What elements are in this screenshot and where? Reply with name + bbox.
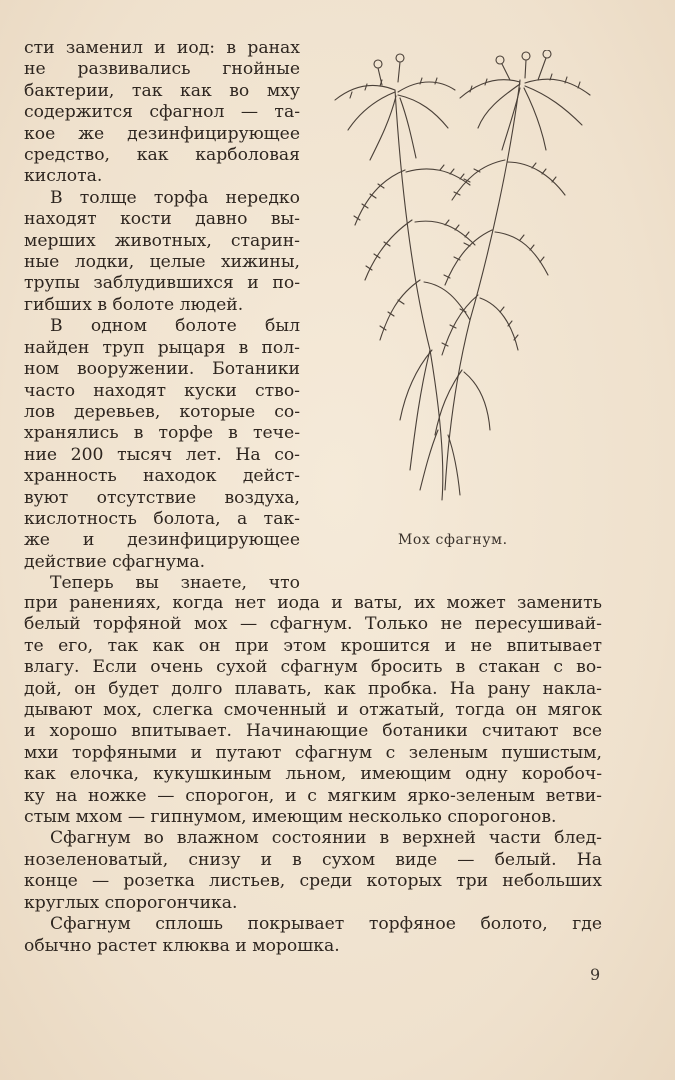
text-line: содержится сфагнол — та- [24, 102, 300, 123]
text-line: Сфагнум во влажном состоянии в верхней части блед- [50, 828, 602, 849]
text-line: сти заменил и иод: в ранах [24, 38, 300, 58]
text-line: В одном болоте был [50, 316, 300, 337]
text-line: обычно растет клюква и морошка. [24, 935, 340, 956]
text-line: В толще торфа нередко [50, 187, 300, 208]
text-line: хранность находок дейст- [24, 466, 300, 487]
page-number: 9 [590, 965, 601, 984]
text-line: бактерии, так как во мху [24, 80, 300, 101]
text-line: дывают мох, слегка смоченный и отжатый, тогда он мягок [24, 700, 602, 721]
text-line: кое же дезинфицирующее [24, 123, 300, 144]
text-line: Сфагнум сплошь покрывает торфяное болото, где [50, 914, 602, 935]
text-line: же и дезинфицирующее [24, 530, 300, 551]
text-line: лов деревьев, которые со- [24, 401, 300, 422]
text-line: конце — розетка листьев, среди которых три небольших [24, 871, 602, 892]
text-line: нозеленоватый, снизу и в сухом виде — белый. На [24, 849, 602, 870]
text-line: круглых спорогончика. [24, 892, 238, 913]
text-line: белый торфяной мох — сфагнум. Только не пересушивай- [24, 614, 602, 635]
text-line: кислотность болота, а так- [24, 508, 300, 529]
text-line: найден труп рыцаря в пол- [24, 337, 300, 358]
figure-caption: Мох сфагнум. [398, 532, 508, 548]
text-line: и хорошо впитывает. Начинающие ботаники считают все [24, 721, 602, 742]
full-width-text [24, 593, 602, 957]
text-line: действие сфагнума. [24, 551, 206, 572]
text-line: вуют отсутствие воздуха, [24, 487, 300, 508]
text-line: ные лодки, целые хижины, [24, 252, 300, 273]
text-line: хранялись в торфе в тече- [24, 423, 300, 444]
text-line: трупы заблудившихся и по- [24, 273, 300, 294]
text-line: те его, так как он при этом крошится и не впитывает [24, 635, 602, 656]
text-line: часто находят куски ство- [24, 380, 300, 401]
text-line: Теперь вы знаете, что [50, 573, 300, 594]
text-line: находят кости давно вы- [24, 209, 300, 230]
text-line: средство, как карболовая [24, 145, 300, 166]
text-line: стым мхом — гипнумом, имеющим несколько спорогонов. [24, 807, 557, 828]
text-line: мерших животных, старин- [24, 230, 300, 251]
column-text [24, 38, 300, 595]
text-line: ном вооружении. Ботаники [24, 359, 300, 380]
text-line: мхи торфяными и путают сфагнум с зеленым пушистым, [24, 742, 602, 763]
text-line: ние 200 тысяч лет. На со- [24, 444, 300, 465]
text-line: кислота. [24, 166, 103, 187]
text-line: влагу. Если очень сухой сфагнум бросить в стакан с во- [24, 657, 602, 678]
text-line: не развивались гнойные [24, 59, 300, 80]
text-line: дой, он будет долго плавать, как пробка. На рану накла- [24, 678, 602, 699]
sphagnum-moss-illustration [320, 50, 610, 510]
text-line: при ранениях, когда нет иода и ваты, их может заменить [24, 593, 602, 613]
text-line: как елочка, кукушкиным льном, имеющим одну коробоч- [24, 764, 602, 785]
text-line: ку на ножке — спорогон, и с мягким ярко-зеленым ветви- [24, 785, 602, 806]
text-line: гибших в болоте людей. [24, 294, 244, 315]
